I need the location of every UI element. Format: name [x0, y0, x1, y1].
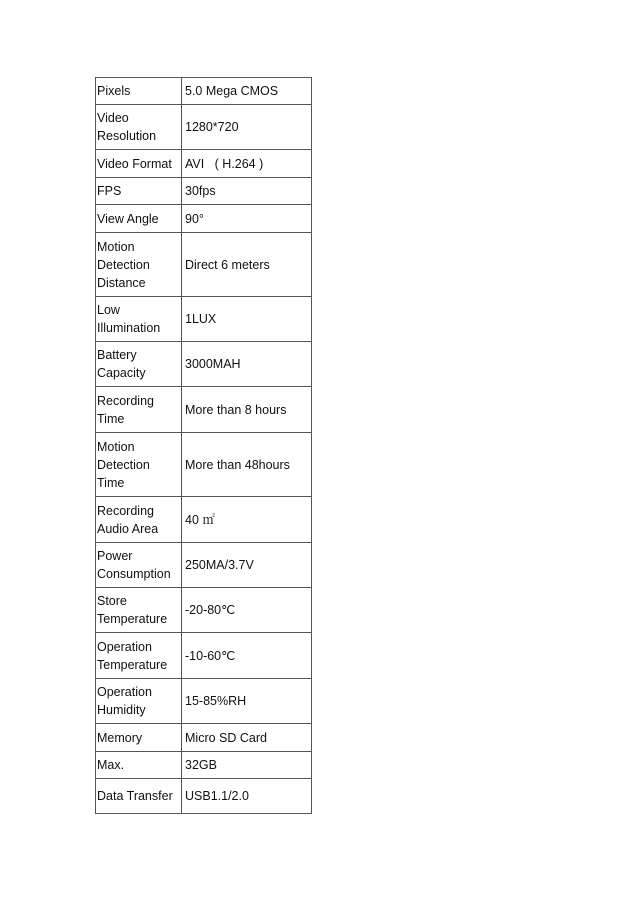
spec-label: Pixels: [96, 78, 182, 105]
spec-value: 32GB: [182, 752, 312, 779]
spec-table: [95, 77, 312, 814]
spec-value: USB1.1/2.0: [182, 779, 312, 814]
spec-row: [96, 178, 312, 205]
spec-row: [96, 342, 312, 387]
spec-value: 30fps: [182, 178, 312, 205]
spec-label: Store Temperature: [96, 588, 182, 633]
spec-label: Low Illumination: [96, 297, 182, 342]
spec-value: Direct 6 meters: [182, 233, 312, 297]
spec-row: [96, 150, 312, 178]
spec-label: Max.: [96, 752, 182, 779]
spec-value: 90°: [182, 205, 312, 233]
spec-row: [96, 233, 312, 297]
spec-label: FPS: [96, 178, 182, 205]
spec-value: AVI ( H.264 ): [182, 150, 312, 178]
spec-label: View Angle: [96, 205, 182, 233]
spec-value: More than 8 hours: [182, 387, 312, 433]
spec-label: Motion Detection Time: [96, 433, 182, 497]
spec-label: Video Resolution: [96, 105, 182, 150]
spec-label: Recording Time: [96, 387, 182, 433]
spec-value: 5.0 Mega CMOS: [182, 78, 312, 105]
spec-value: -20-80℃: [182, 588, 312, 633]
spec-value: More than 48hours: [182, 433, 312, 497]
spec-row: [96, 543, 312, 588]
spec-label: Data Transfer: [96, 779, 182, 814]
spec-value: 1280*720: [182, 105, 312, 150]
spec-table-body: [96, 78, 312, 814]
spec-row: [96, 205, 312, 233]
spec-label: Operation Humidity: [96, 679, 182, 724]
spec-row: [96, 588, 312, 633]
spec-row: [96, 387, 312, 433]
spec-value: 250MA/3.7V: [182, 543, 312, 588]
spec-label: Memory: [96, 724, 182, 752]
spec-value: 1LUX: [182, 297, 312, 342]
spec-row: [96, 297, 312, 342]
spec-row: [96, 78, 312, 105]
spec-label: Video Format: [96, 150, 182, 178]
spec-label: Operation Temperature: [96, 633, 182, 679]
spec-row: [96, 433, 312, 497]
spec-row: [96, 633, 312, 679]
spec-row: [96, 724, 312, 752]
spec-value: 40 ㎡: [182, 497, 312, 543]
spec-row: [96, 752, 312, 779]
spec-row: [96, 105, 312, 150]
spec-row: [96, 779, 312, 814]
spec-label: Battery Capacity: [96, 342, 182, 387]
spec-value: Micro SD Card: [182, 724, 312, 752]
spec-row: [96, 497, 312, 543]
spec-label: Motion Detection Distance: [96, 233, 182, 297]
spec-row: [96, 679, 312, 724]
spec-value: 3000MAH: [182, 342, 312, 387]
spec-value: 15-85%RH: [182, 679, 312, 724]
spec-value: -10-60℃: [182, 633, 312, 679]
spec-label: Recording Audio Area: [96, 497, 182, 543]
spec-label: Power Consumption: [96, 543, 182, 588]
